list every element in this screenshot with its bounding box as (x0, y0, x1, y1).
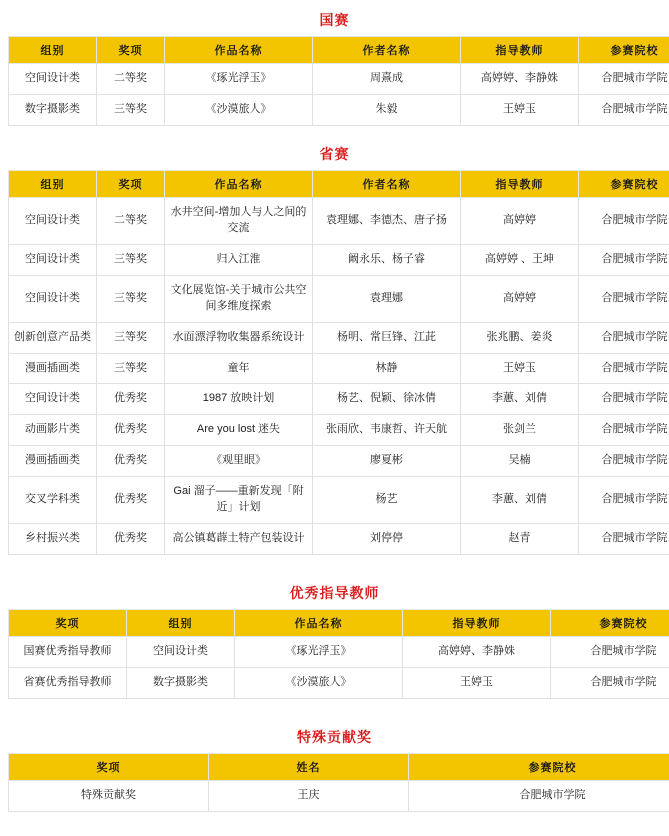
cell-award: 二等奖 (97, 64, 165, 95)
cell-advisor: 高婷婷 (461, 275, 579, 322)
column-header-author: 作者名称 (313, 170, 461, 197)
column-header-award: 奖项 (9, 610, 127, 637)
cell-award: 三等奖 (97, 94, 165, 125)
cell-work: 《沙漠旅人》 (165, 94, 313, 125)
column-header-work: 作品名称 (165, 170, 313, 197)
cell-work: 《观里眼》 (165, 446, 313, 477)
column-header-advisor: 指导教师 (461, 37, 579, 64)
cell-school: 合肥城市学院 (579, 322, 669, 353)
table-row (9, 780, 669, 811)
cell-work: 《沙漠旅人》 (235, 668, 403, 699)
table-row (9, 94, 669, 125)
table-row (9, 637, 669, 668)
column-header-school: 参赛院校 (579, 37, 669, 64)
cell-advisor: 王婷玉 (403, 668, 551, 699)
column-header-award: 奖项 (97, 170, 165, 197)
cell-group: 空间设计类 (9, 197, 97, 244)
cell-advisor: 王婷玉 (461, 94, 579, 125)
cell-school: 合肥城市学院 (579, 244, 669, 275)
cell-award: 国赛优秀指导教师 (9, 637, 127, 668)
section-provincial (8, 140, 661, 555)
column-header-award: 奖项 (9, 753, 209, 780)
section-title-outstanding-advisor: 优秀指导教师 (8, 579, 661, 609)
table-national (8, 36, 669, 126)
cell-group: 数字摄影类 (9, 94, 97, 125)
cell-author: 张雨欣、韦康哲、许天航 (313, 415, 461, 446)
cell-advisor: 高婷婷、李静姝 (403, 637, 551, 668)
table-row (9, 197, 669, 244)
cell-school: 合肥城市学院 (551, 668, 669, 699)
cell-group: 空间设计类 (9, 384, 97, 415)
table-row (9, 668, 669, 699)
cell-work: 归入江淮 (165, 244, 313, 275)
cell-author: 朱毅 (313, 94, 461, 125)
section-title-special-contribution: 特殊贡献奖 (8, 723, 661, 753)
table-header-row (9, 753, 669, 780)
table-header-row (9, 610, 669, 637)
cell-group: 动画影片类 (9, 415, 97, 446)
cell-work: Gai 溜子——重新发现「附近」计划 (165, 477, 313, 524)
cell-advisor: 高婷婷 (461, 197, 579, 244)
cell-advisor: 李蕙、刘倩 (461, 477, 579, 524)
cell-group: 乡村振兴类 (9, 524, 97, 555)
cell-award: 优秀奖 (97, 524, 165, 555)
cell-group: 空间设计类 (127, 637, 235, 668)
table-row (9, 322, 669, 353)
table-row (9, 446, 669, 477)
column-header-school: 参赛院校 (409, 753, 669, 780)
table-header-row (9, 170, 669, 197)
column-header-author: 作者名称 (313, 37, 461, 64)
column-header-award: 奖项 (97, 37, 165, 64)
cell-school: 合肥城市学院 (579, 275, 669, 322)
cell-author: 袁理娜 (313, 275, 461, 322)
column-header-group: 组别 (9, 37, 97, 64)
table-special-contribution (8, 753, 669, 812)
cell-work: 水面漂浮物收集器系统设计 (165, 322, 313, 353)
cell-author: 林静 (313, 353, 461, 384)
cell-group: 创新创意产品类 (9, 322, 97, 353)
cell-school: 合肥城市学院 (551, 637, 669, 668)
cell-award: 优秀奖 (97, 384, 165, 415)
cell-group: 交叉学科类 (9, 477, 97, 524)
cell-author: 刘停停 (313, 524, 461, 555)
cell-advisor: 张剑兰 (461, 415, 579, 446)
cell-award: 优秀奖 (97, 477, 165, 524)
cell-award: 三等奖 (97, 244, 165, 275)
cell-work: 童年 (165, 353, 313, 384)
cell-advisor: 赵青 (461, 524, 579, 555)
cell-award: 优秀奖 (97, 415, 165, 446)
column-header-work: 作品名称 (235, 610, 403, 637)
cell-school: 合肥城市学院 (579, 94, 669, 125)
cell-award: 二等奖 (97, 197, 165, 244)
cell-group: 空间设计类 (9, 275, 97, 322)
cell-school: 合肥城市学院 (579, 446, 669, 477)
cell-award: 优秀奖 (97, 446, 165, 477)
spacer (8, 713, 661, 723)
table-row (9, 275, 669, 322)
column-header-group: 组别 (127, 610, 235, 637)
section-national (8, 6, 661, 126)
cell-work: 文化展览馆-关于城市公共空间多维度探索 (165, 275, 313, 322)
column-header-group: 组别 (9, 170, 97, 197)
cell-work: Are you lost 迷失 (165, 415, 313, 446)
cell-group: 数字摄影类 (127, 668, 235, 699)
column-header-work: 作品名称 (165, 37, 313, 64)
cell-name: 王庆 (209, 780, 409, 811)
cell-group: 空间设计类 (9, 244, 97, 275)
cell-author: 阚永乐、杨子睿 (313, 244, 461, 275)
section-title-national: 国赛 (8, 6, 661, 36)
table-header-row (9, 37, 669, 64)
cell-award: 三等奖 (97, 322, 165, 353)
cell-author: 杨明、常巨锋、江茈 (313, 322, 461, 353)
cell-advisor: 张兆鹏、姜炎 (461, 322, 579, 353)
cell-award: 三等奖 (97, 275, 165, 322)
cell-advisor: 李蕙、刘倩 (461, 384, 579, 415)
section-special-contribution (8, 723, 661, 812)
cell-award: 特殊贡献奖 (9, 780, 209, 811)
section-outstanding-advisor (8, 579, 661, 699)
table-row (9, 244, 669, 275)
cell-advisor: 高婷婷 、王坤 (461, 244, 579, 275)
cell-school: 合肥城市学院 (579, 415, 669, 446)
cell-school: 合肥城市学院 (579, 477, 669, 524)
cell-group: 空间设计类 (9, 64, 97, 95)
column-header-school: 参赛院校 (579, 170, 669, 197)
cell-award: 省赛优秀指导教师 (9, 668, 127, 699)
cell-school: 合肥城市学院 (409, 780, 669, 811)
column-header-name: 姓名 (209, 753, 409, 780)
cell-school: 合肥城市学院 (579, 197, 669, 244)
cell-work: 《琢光浮玉》 (165, 64, 313, 95)
cell-work: 水井空间-增加人与人之间的交流 (165, 197, 313, 244)
column-header-advisor: 指导教师 (403, 610, 551, 637)
column-header-advisor: 指导教师 (461, 170, 579, 197)
cell-author: 杨艺、倪颖、徐冰倩 (313, 384, 461, 415)
column-header-school: 参赛院校 (551, 610, 669, 637)
cell-work: 1987 放映计划 (165, 384, 313, 415)
cell-award: 三等奖 (97, 353, 165, 384)
cell-group: 漫画插画类 (9, 353, 97, 384)
cell-school: 合肥城市学院 (579, 64, 669, 95)
cell-work: 《琢光浮玉》 (235, 637, 403, 668)
cell-school: 合肥城市学院 (579, 524, 669, 555)
cell-author: 杨艺 (313, 477, 461, 524)
table-row (9, 415, 669, 446)
cell-school: 合肥城市学院 (579, 384, 669, 415)
spacer (8, 569, 661, 579)
table-row (9, 353, 669, 384)
cell-author: 袁理娜、李德杰、唐子扬 (313, 197, 461, 244)
table-row (9, 384, 669, 415)
table-outstanding-advisor (8, 609, 669, 699)
cell-work: 高公镇葛薜土特产包装设计 (165, 524, 313, 555)
cell-advisor: 吴楠 (461, 446, 579, 477)
table-row (9, 477, 669, 524)
cell-author: 廖夏彬 (313, 446, 461, 477)
cell-school: 合肥城市学院 (579, 353, 669, 384)
table-row (9, 524, 669, 555)
table-provincial (8, 170, 669, 555)
cell-advisor: 王婷玉 (461, 353, 579, 384)
cell-group: 漫画插画类 (9, 446, 97, 477)
table-row (9, 64, 669, 95)
cell-advisor: 高婷婷、李静姝 (461, 64, 579, 95)
cell-author: 周熹成 (313, 64, 461, 95)
section-title-provincial: 省赛 (8, 140, 661, 170)
